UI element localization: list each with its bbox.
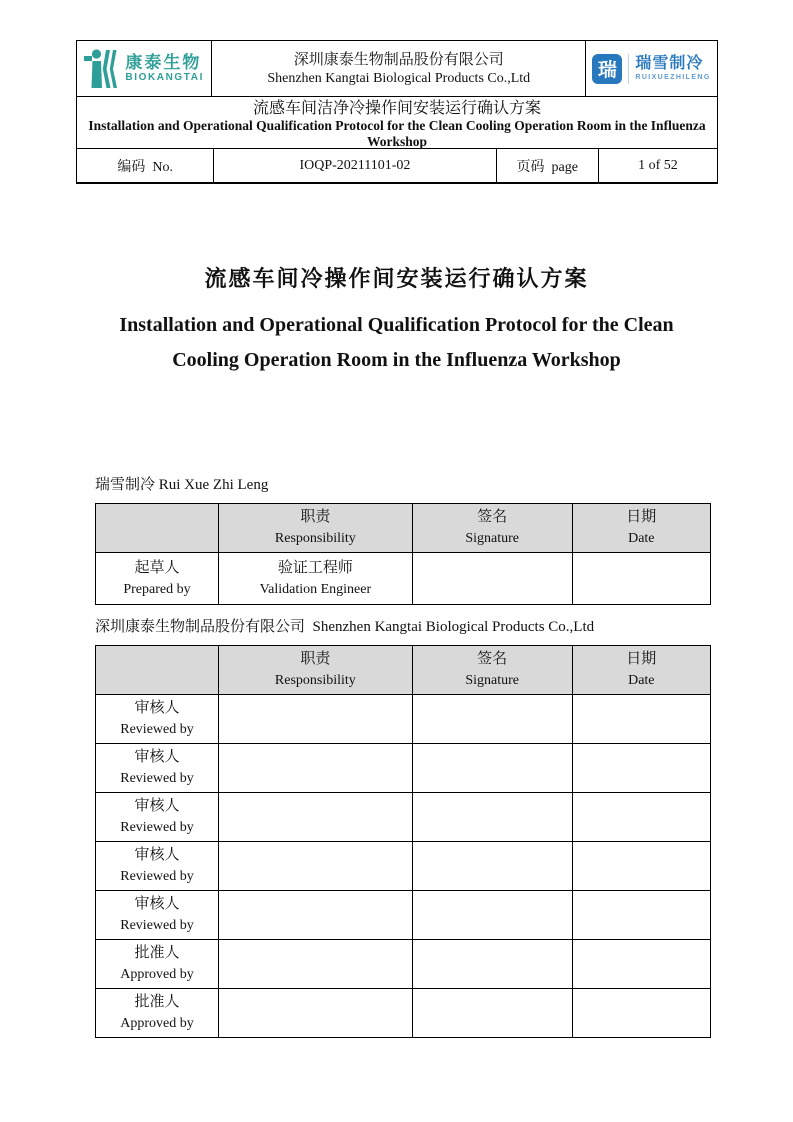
header-signature-en: Signature: [465, 673, 519, 688]
signature-table-ruixue: [95, 503, 711, 605]
header-date-cn: 日期: [626, 509, 657, 525]
signature-cell: [412, 695, 572, 744]
ruixue-logo-en: RUIXUEZHILENG: [635, 73, 711, 81]
role-cn: 审核人: [134, 896, 180, 912]
header-logo-row: [77, 41, 717, 96]
header-meta-row: [77, 148, 717, 182]
table-row: [96, 940, 711, 989]
doc-number-value: IOQP-20211101-02: [213, 149, 495, 182]
company-name-cell: [211, 41, 585, 96]
header-date-cn: 日期: [626, 651, 657, 667]
signature-cell: [412, 891, 572, 940]
date-cell: [572, 695, 710, 744]
date-cell: [572, 940, 710, 989]
header-doc-title-cn: 流感车间洁净冷操作间安装运行确认方案: [252, 100, 541, 117]
page-label: 页码 page: [496, 149, 598, 182]
date-cell: [572, 793, 710, 842]
role-cell: [96, 793, 219, 842]
signature-cell: [412, 989, 572, 1038]
date-cell: [572, 744, 710, 793]
header-cell-blank: [96, 646, 219, 695]
responsibility-cell: [219, 940, 413, 989]
header-cell-blank: [96, 504, 219, 553]
biokangtai-logo-text: [125, 53, 204, 84]
header-date-en: Date: [628, 673, 655, 688]
biokangtai-logo-cn: 康泰生物: [125, 53, 202, 72]
biokangtai-logo: [77, 41, 211, 96]
ruixue-logo-cn: 瑞雪制冷: [635, 54, 704, 72]
page-number-value: 1 of 52: [598, 149, 717, 182]
header-cell-date: [572, 646, 710, 695]
biokangtai-person-icon: [84, 49, 118, 89]
table-body: [96, 553, 711, 605]
signature-cell: [412, 842, 572, 891]
signature-cell: [412, 744, 572, 793]
table-row: [96, 793, 711, 842]
header-doc-title-en: Installation and Operational Qualification Protocol for the Clean Cooling Operation Room in the Influenza Workshop: [88, 118, 706, 149]
doc-number-label: 编码 No.: [117, 159, 173, 175]
header-cell-signature: [412, 504, 572, 553]
role-cell: [96, 891, 219, 940]
role-cell: [96, 553, 219, 605]
signature-cell: [412, 793, 572, 842]
responsibility-en: Validation Engineer: [259, 581, 372, 597]
responsibility-cell: [219, 842, 413, 891]
table-row: [96, 695, 711, 744]
responsibility-cell: [219, 553, 413, 605]
responsibility-cell: [219, 695, 413, 744]
header-responsibility-cn: 职责: [300, 651, 331, 667]
date-cell: [572, 553, 710, 605]
role-cell: [96, 744, 219, 793]
signature-table-kangtai: [95, 645, 711, 1038]
role-cell: [96, 842, 219, 891]
signature-caption-kangtai: 深圳康泰生物制品股份有限公司 Shenzhen Kangtai Biological Products Co.,Ltd: [95, 619, 595, 635]
date-cell: [572, 842, 710, 891]
table-header-row: [96, 504, 711, 553]
table-body: [96, 695, 711, 1038]
role-en: Approved by: [120, 1016, 194, 1031]
document-header: [76, 40, 718, 184]
header-signature-cn: 签名: [477, 651, 508, 667]
role-cn: 批准人: [134, 945, 180, 961]
signature-caption-ruixue: 瑞雪制冷 Rui Xue Zhi Leng: [95, 477, 269, 493]
role-en: Reviewed by: [120, 820, 194, 835]
role-cn: 审核人: [134, 749, 180, 765]
company-name-cn: 深圳康泰生物制品股份有限公司: [293, 51, 504, 68]
role-en: Reviewed by: [120, 722, 194, 737]
date-cell: [572, 891, 710, 940]
biokangtai-logo-en: BIOKANGTAI: [125, 72, 204, 83]
role-cn: 审核人: [134, 798, 180, 814]
role-en: Approved by: [120, 967, 194, 982]
header-responsibility-cn: 职责: [300, 509, 331, 525]
role-cell: [96, 695, 219, 744]
role-cn: 起草人: [134, 559, 180, 576]
main-title-en-line1: Installation and Operational Qualification Protocol for the Clean: [119, 314, 674, 336]
header-date-en: Date: [628, 531, 655, 546]
table-row: [96, 842, 711, 891]
header-cell-responsibility: [219, 504, 413, 553]
date-cell: [572, 989, 710, 1038]
role-en: Prepared by: [123, 581, 191, 597]
table-row: [96, 744, 711, 793]
responsibility-cell: [219, 744, 413, 793]
ruixue-logo-text: [635, 55, 710, 83]
table-header-row: [96, 646, 711, 695]
header-responsibility-en: Responsibility: [274, 531, 356, 546]
main-title-cn: 流感车间冷操作间安装运行确认方案: [204, 266, 589, 291]
table-header: [96, 504, 711, 553]
header-cell-signature: [412, 646, 572, 695]
header-cell-date: [572, 504, 710, 553]
role-cell: [96, 989, 219, 1038]
role-en: Reviewed by: [120, 918, 194, 933]
ruixue-logo: [585, 41, 717, 96]
responsibility-cell: [219, 989, 413, 1038]
table-row: [96, 989, 711, 1038]
role-cn: 审核人: [134, 847, 180, 863]
header-doc-title-row: [77, 96, 717, 148]
responsibility-cn: 验证工程师: [277, 559, 353, 576]
responsibility-cell: [219, 891, 413, 940]
signature-section-kangtai: [95, 618, 711, 1038]
ruixue-logo-icon: [592, 54, 622, 84]
main-title: [0, 262, 793, 378]
responsibility-cell: [219, 793, 413, 842]
table-header: [96, 646, 711, 695]
role-cn: 审核人: [134, 700, 180, 716]
ruixue-logo-glyph: 瑞: [597, 60, 617, 81]
header-cell-responsibility: [219, 646, 413, 695]
header-signature-en: Signature: [465, 531, 519, 546]
role-cn: 批准人: [134, 994, 180, 1010]
main-title-en-line2: Cooling Operation Room in the Influenza Workshop: [172, 349, 621, 371]
table-row: [96, 891, 711, 940]
company-name-en: Shenzhen Kangtai Biological Products Co.,Ltd: [267, 70, 531, 86]
header-signature-cn: 签名: [477, 509, 508, 525]
ruixue-logo-divider: [628, 54, 629, 84]
role-cell: [96, 940, 219, 989]
signature-section-ruixue: [95, 476, 711, 605]
table-row: [96, 553, 711, 605]
signature-cell: [412, 553, 572, 605]
role-en: Reviewed by: [120, 771, 194, 786]
role-en: Reviewed by: [120, 869, 194, 884]
signature-cell: [412, 940, 572, 989]
header-responsibility-en: Responsibility: [274, 673, 356, 688]
